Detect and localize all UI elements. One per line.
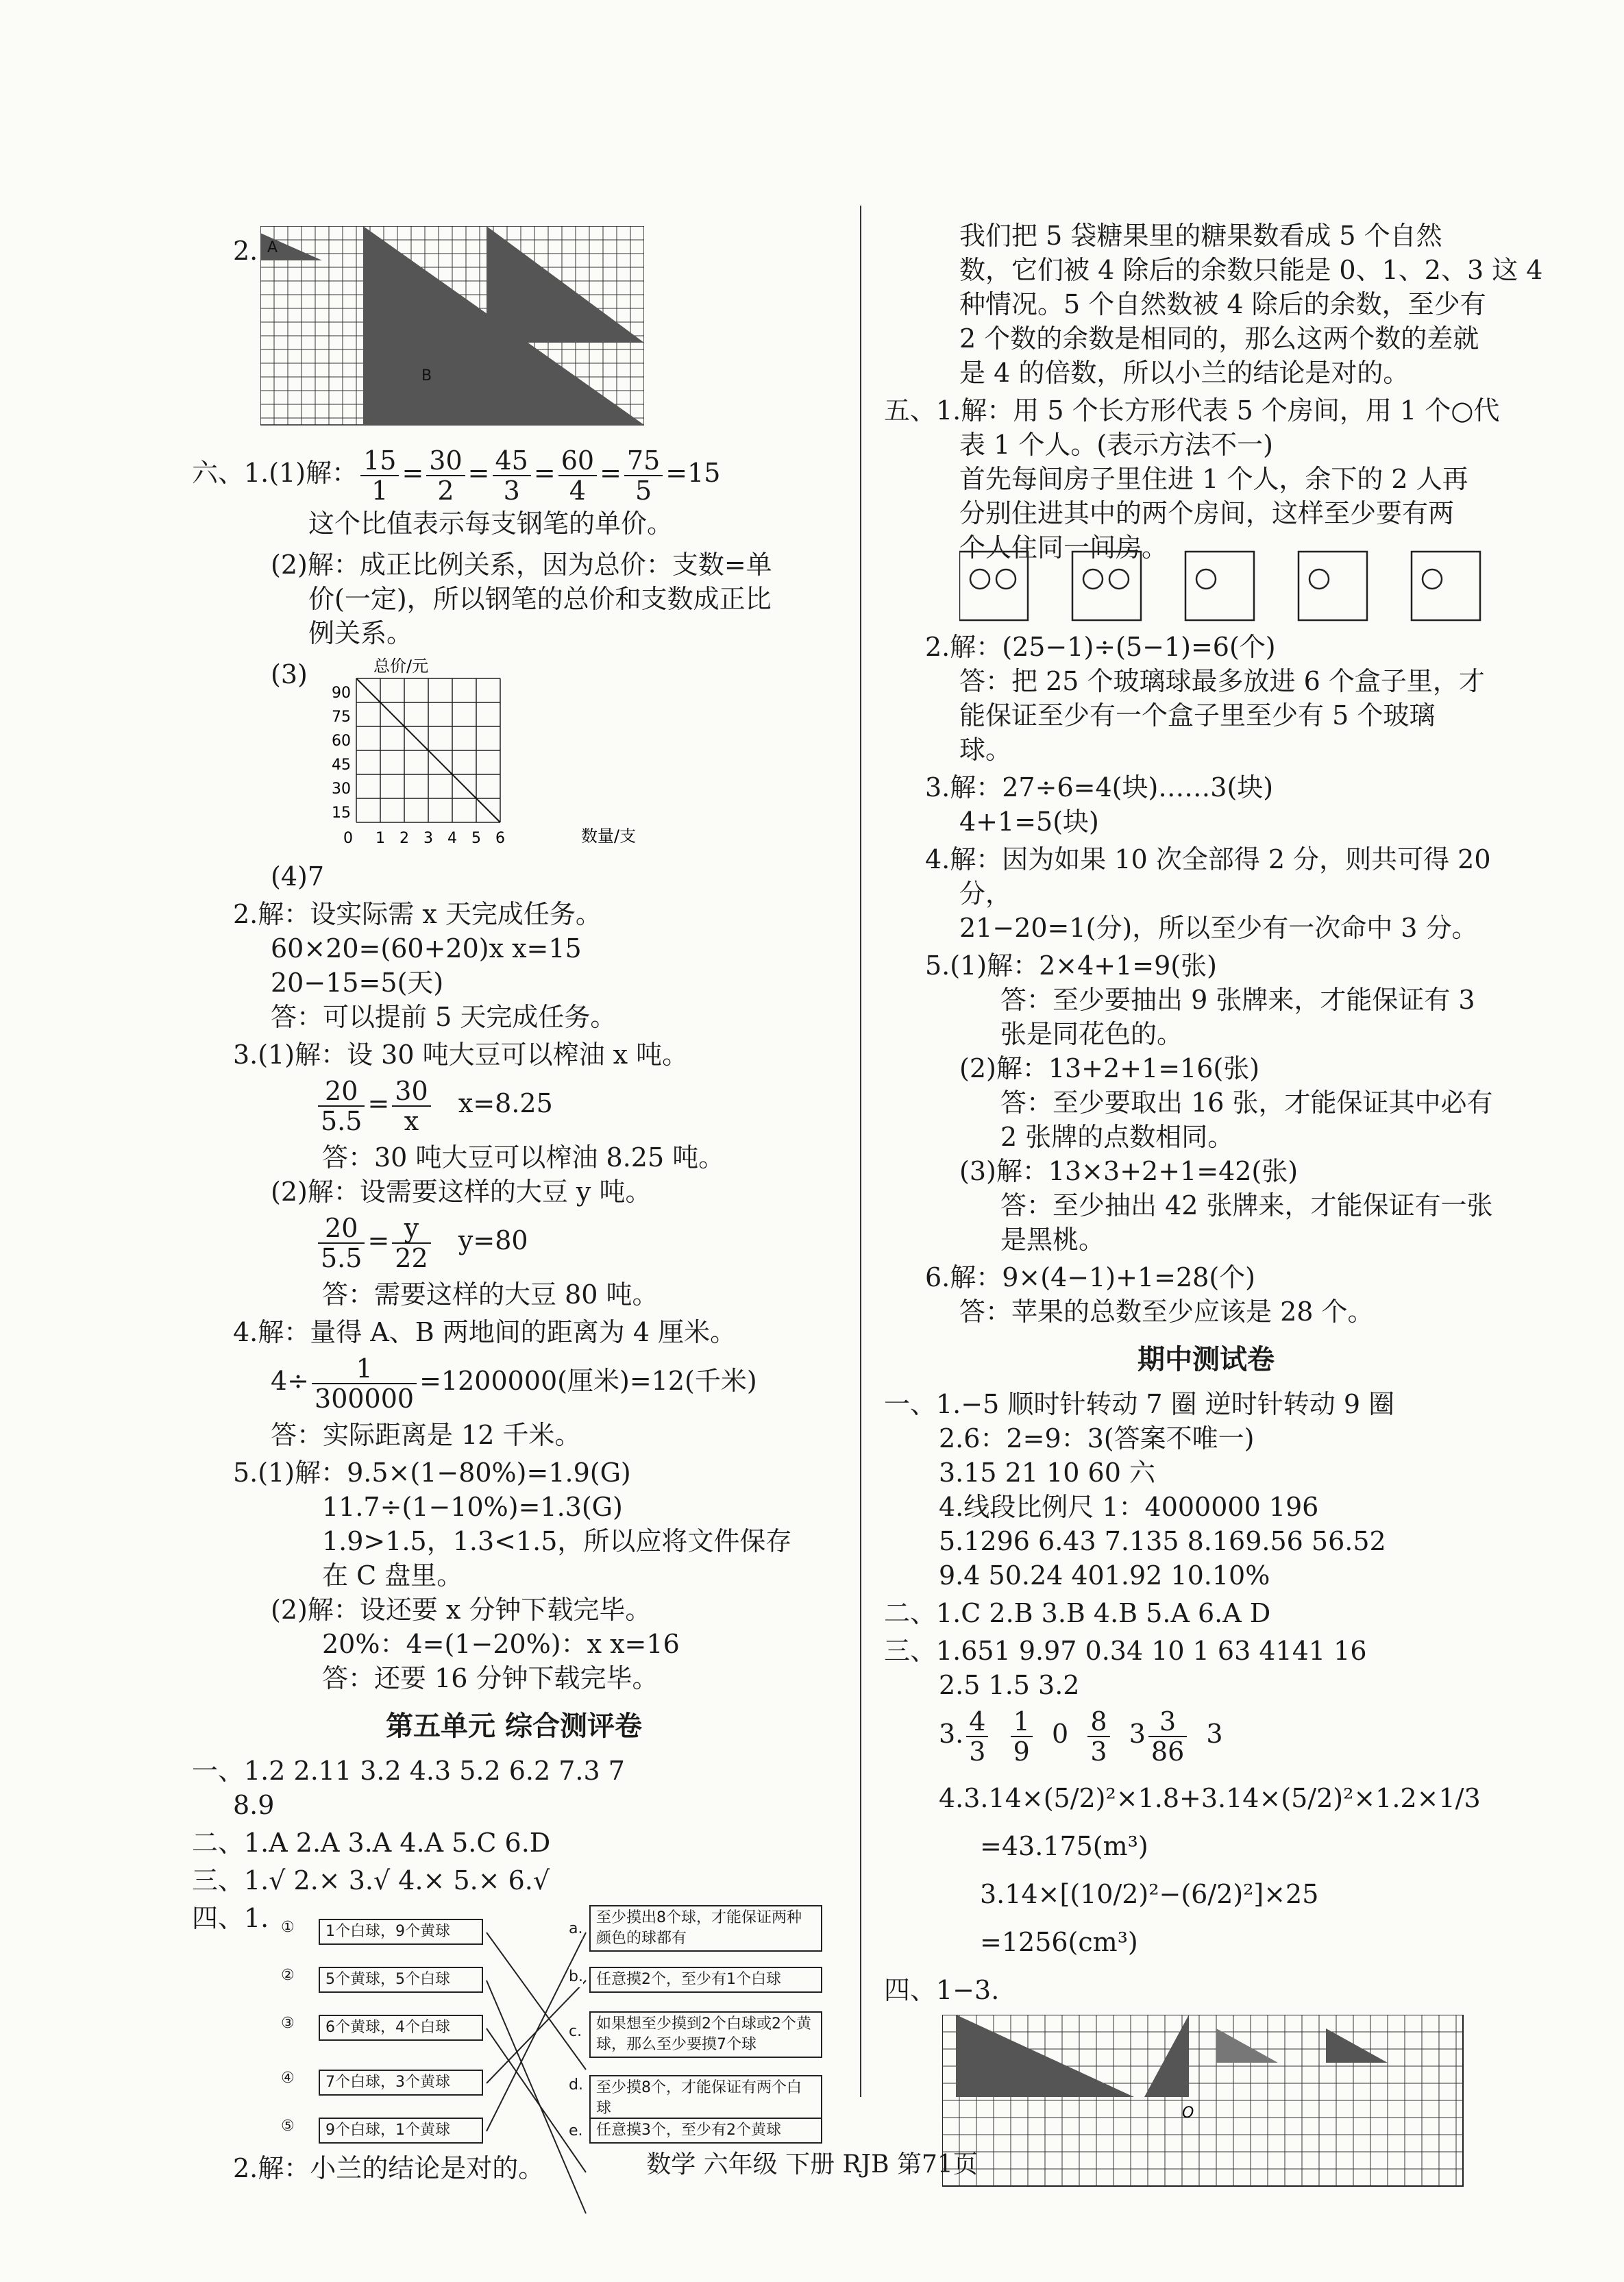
q2-4: 球。	[959, 735, 1012, 765]
m1-3: 3.15 21 10 60 六	[939, 1458, 1155, 1488]
m1-4: 4.线段比例尺 1：4000000 196	[939, 1492, 1319, 1522]
q5-5: 答：至少要取出 16 张，才能保证其中必有	[1000, 1088, 1493, 1118]
q5-4: (2)解：13+2+1=16(张)	[959, 1053, 1260, 1083]
fraction: $\frac{1}{300000}$	[312, 1354, 417, 1413]
q3-1: 3.解：27÷6=4(块)……3(块)	[925, 772, 1274, 802]
y-tick: 30	[332, 781, 351, 798]
six-1-2-c: 例关系。	[308, 618, 413, 648]
match-num: ①	[281, 1917, 295, 1938]
x-tick: 1	[376, 830, 385, 847]
fraction: $\frac{45}{3}$	[493, 446, 531, 505]
q6-1: 6.解：9×(4−1)+1=28(个)	[925, 1262, 1255, 1292]
x-tick: 6	[495, 830, 505, 847]
q5-8: 答：至少抽出 42 张牌来，才能保证有一张	[1000, 1190, 1493, 1220]
q2-1: 2.解：(25−1)÷(5−1)=6(个)	[925, 632, 1276, 662]
match-right-d: 至少摸8个，才能保证有两个白球	[589, 2075, 822, 2122]
six-1-3-label: (3)	[271, 659, 308, 689]
x-tick: 2	[399, 830, 409, 847]
fraction: $\frac{30}{x}$	[392, 1077, 430, 1136]
six-1-2-a: (2)解：成正比例关系，因为总价：支数=单	[271, 550, 772, 580]
five-5: 个人住同一间房。	[959, 532, 1168, 563]
y-tick: 45	[332, 757, 351, 774]
m1-5: 5.1296 6.43 7.135 8.169.56 56.52	[939, 1526, 1386, 1556]
x-axis-label: 数量/支	[581, 826, 637, 846]
m4a: 4.3.14×(5/2)²×1.8+3.14×(5/2)²×1.2×1/3	[939, 1783, 1481, 1813]
p1-1: 我们把 5 袋糖果里的糖果数看成 5 个自然	[959, 221, 1442, 251]
q5-line5: (2)解：设还要 x 分钟下载完毕。	[271, 1595, 652, 1625]
q3-2: 4+1=5(块)	[959, 807, 1099, 837]
q2-label: 2.	[233, 236, 258, 266]
match-num: ⑤	[281, 2116, 295, 2137]
origin-label: O	[1182, 2105, 1194, 2122]
room-box	[1185, 552, 1254, 620]
q5-line2: 11.7÷(1−10%)=1.3(G)	[322, 1492, 623, 1522]
column-divider	[860, 206, 861, 2097]
u5-part4: 四、1.	[192, 1903, 269, 1933]
q6-2: 答：苹果的总数至少应该是 28 个。	[959, 1297, 1374, 1327]
q2-line2: 60×20=(60+20)x x=15	[271, 933, 582, 964]
q2-line3: 20−15=5(天)	[271, 968, 444, 998]
m3b: 2.5 1.5 3.2	[939, 1670, 1080, 1700]
room-box	[1072, 552, 1141, 620]
q5-9: 是黑桃。	[1000, 1225, 1105, 1255]
q3-2-ans: 答：需要这样的大豆 80 吨。	[322, 1279, 659, 1310]
five-2: 表 1 个人。(表示方法不一)	[959, 430, 1273, 460]
q2-line1: 2.解：设实际需 x 天完成任务。	[233, 899, 602, 929]
room-box	[1299, 552, 1367, 620]
x-tick: 4	[447, 830, 457, 847]
y-axis-label: 总价/元	[373, 657, 429, 676]
q5-line7: 答：还要 16 分钟下载完毕。	[322, 1663, 659, 1693]
match-left-2: 5个黄球，5个白球	[319, 1967, 483, 1993]
q3-1-ans: 答：30 吨大豆可以榨油 8.25 吨。	[322, 1142, 725, 1173]
six-1-2-b: 价(一定)，所以钢笔的总价和支数成正比	[308, 584, 772, 614]
match-letter: d.	[569, 2075, 583, 2096]
m4b: =43.175(m³)	[980, 1831, 1148, 1861]
m4d: =1256(cm³)	[980, 1927, 1138, 1957]
match-letter: c.	[569, 2022, 582, 2042]
q5-line6: 20%：4=(1−20%)：x x=16	[322, 1629, 680, 1659]
y-tick: 90	[332, 685, 351, 702]
m-four: 四、1−3.	[884, 1975, 1000, 2005]
midterm-title: 期中测试卷	[1137, 1343, 1275, 1375]
m1-2: 2.6：2=9：3(答案不唯一)	[939, 1423, 1255, 1453]
q5-line3: 1.9>1.5，1.3<1.5，所以应将文件保存	[322, 1526, 792, 1556]
q4-3: 21−20=1(分)，所以至少有一次命中 3 分。	[959, 913, 1478, 943]
five-4: 分别住进其中的两个房间，这样至少要有两	[959, 498, 1455, 528]
fraction: $\frac{1}{9}$	[1011, 1707, 1033, 1766]
q2-3: 能保证至少有一个盒子里至少有 5 个玻璃	[959, 700, 1436, 731]
u5-part1b: 8.9	[233, 1790, 275, 1820]
q5-3: 张是同花色的。	[1000, 1019, 1183, 1049]
room-box	[959, 552, 1028, 620]
match-num: ③	[281, 2013, 295, 2034]
q5-1: 5.(1)解：2×4+1=9(张)	[925, 950, 1217, 981]
fraction: $\frac{20}{5.5}$	[318, 1077, 365, 1136]
page-footer: 数学 六年级 下册 RJB 第71页	[646, 2150, 978, 2179]
q5-2: 答：至少要抽出 9 张牌来，才能保证有 3	[1000, 985, 1475, 1015]
fraction: $\frac{15}{1}$	[360, 446, 399, 505]
triangle-small-b	[1326, 2028, 1388, 2063]
fraction: $\frac{60}{4}$	[558, 446, 597, 505]
fraction: $\frac{75}{5}$	[624, 446, 663, 505]
q4-ans: 答：实际距离是 12 千米。	[271, 1420, 581, 1450]
fraction: $\frac{30}{2}$	[426, 446, 465, 505]
fraction: $\frac{4}{3}$	[966, 1707, 988, 1766]
match-num: ④	[281, 2068, 295, 2089]
triangle-grid-figure	[260, 226, 644, 432]
match-letter: a.	[569, 1919, 582, 1939]
m3a: 三、1.651 9.97 0.34 10 1 63 4141 16	[884, 1636, 1367, 1666]
x-tick: 5	[471, 830, 481, 847]
match-letter: e.	[569, 2121, 583, 2142]
match-left-3: 6个黄球，4个白球	[319, 2015, 483, 2041]
m3c: 3. $\frac{4}{3}$ $\frac{1}{9}$ 0 $\frac{8}{3}$ 3 $\frac{3}{86}$ 3	[939, 1706, 1223, 1767]
q4: 4.解：量得 A、B 两地间的距离为 4 厘米。	[233, 1317, 737, 1347]
five-1: 五、1.解：用 5 个长方形代表 5 个房间，用 1 个○代	[884, 395, 1500, 426]
six-1-1: 六、1.(1)解： $\frac{15}{1}$ = $\frac{30}{2}$ = $\frac{45}{3}$ = $\frac{60}{4}$ = $\frac{75}{5}$ =15	[192, 445, 721, 506]
q4-2: 分，	[959, 879, 1012, 909]
match-left-4: 7个白球，3个黄球	[319, 2070, 483, 2096]
y-tick: 60	[332, 733, 351, 750]
p1-5: 是 4 的倍数，所以小兰的结论是对的。	[959, 358, 1410, 388]
p1-2: 数，它们被 4 除后的余数只能是 0、1、2、3 这 4	[959, 255, 1543, 285]
label-b: B	[421, 367, 432, 384]
unit5-title: 第五单元 综合测评卷	[386, 1710, 642, 1742]
fraction: $\frac{y}{22}$	[392, 1214, 430, 1273]
match-right-a: 至少摸出8个球，才能保证两种颜色的球都有	[589, 1905, 822, 1952]
six-1-1-note: 这个比值表示每支钢笔的单价。	[308, 508, 674, 539]
m1-1: 一、1.−5 顺时针转动 7 圈 逆时针转动 9 圈	[884, 1389, 1395, 1419]
q4-eq: 4÷ $\frac{1}{300000}$ =1200000(厘米)=12(千米)	[271, 1353, 757, 1414]
rooms-diagram	[959, 548, 1494, 630]
u5-part1: 一、1.2 2.11 3.2 4.3 5.2 6.2 7.3 7	[192, 1756, 625, 1786]
m4c: 3.14×[(10/2)²−(6/2)²]×25	[980, 1879, 1319, 1909]
m1-6: 9.4 50.24 401.92 10.10%	[939, 1560, 1270, 1591]
m2: 二、1.C 2.B 3.B 4.B 5.A 6.A D	[884, 1598, 1271, 1628]
match-right-e: 任意摸3个，至少有2个黄球	[589, 2118, 822, 2144]
u5-part2: 二、1.A 2.A 3.A 4.A 5.C 6.D	[192, 1828, 551, 1858]
u5-q2: 2.解：小兰的结论是对的。	[233, 2153, 545, 2183]
x-tick: 0	[343, 830, 353, 847]
y-tick: 75	[332, 709, 351, 726]
triangle-c	[487, 226, 644, 343]
triangle-rotated	[1144, 2015, 1189, 2097]
fraction: $\frac{20}{5.5}$	[318, 1214, 365, 1273]
fraction: $\frac{8}{3}$	[1087, 1707, 1109, 1766]
fraction: $\frac{3}{86}$	[1148, 1707, 1187, 1766]
label-a: A	[267, 239, 278, 256]
q5-7: (3)解：13×3+2+1=42(张)	[959, 1156, 1299, 1186]
matching-diagram	[281, 1898, 829, 2282]
q2-line4: 答：可以提前 5 天完成任务。	[271, 1002, 617, 1032]
q3-1-eq: $\frac{20}{5.5}$ = $\frac{30}{x}$ x=8.25	[315, 1072, 553, 1136]
y-tick: 15	[332, 805, 351, 822]
q3-1: 3.(1)解：设 30 吨大豆可以榨油 x 吨。	[233, 1040, 689, 1070]
price-quantity-chart	[288, 651, 658, 857]
match-left-1: 1个白球，9个黄球	[319, 1919, 483, 1945]
q3-2-eq: $\frac{20}{5.5}$ = $\frac{y}{22}$ y=80	[315, 1210, 528, 1273]
six-1-4: (4)7	[271, 861, 325, 892]
five-3: 首先每间房子里住进 1 个人，余下的 2 人再	[959, 464, 1468, 494]
match-right-c: 如果想至少摸到2个白球或2个黄球，那么至少要摸7个球	[589, 2011, 822, 2058]
u5-part3: 三、1.√ 2.× 3.√ 4.× 5.× 6.√	[192, 1865, 550, 1895]
q5-6: 2 张牌的点数相同。	[1000, 1122, 1234, 1152]
match-num: ②	[281, 1965, 295, 1986]
p1-3: 种情况。5 个自然数被 4 除后的余数，至少有	[959, 289, 1486, 319]
q3-2: (2)解：设需要这样的大豆 y 吨。	[271, 1177, 652, 1207]
room-box	[1412, 552, 1480, 620]
q4-1: 4.解：因为如果 10 次全部得 2 分，则共可得 20	[925, 844, 1491, 874]
triangle-small-a	[1216, 2028, 1278, 2063]
match-letter: b.	[569, 1967, 583, 1987]
x-tick: 3	[423, 830, 433, 847]
q5-line1: 5.(1)解：9.5×(1−80%)=1.9(G)	[233, 1458, 631, 1488]
match-left-5: 9个白球，1个黄球	[319, 2118, 483, 2144]
q5-line4: 在 C 盘里。	[322, 1560, 463, 1591]
q2-2: 答：把 25 个玻璃球最多放进 6 个盒子里，才	[959, 666, 1485, 696]
p1-4: 2 个数的余数是相同的，那么这两个数的差就	[959, 323, 1479, 354]
match-right-b: 任意摸2个，至少有1个白球	[589, 1967, 822, 1993]
